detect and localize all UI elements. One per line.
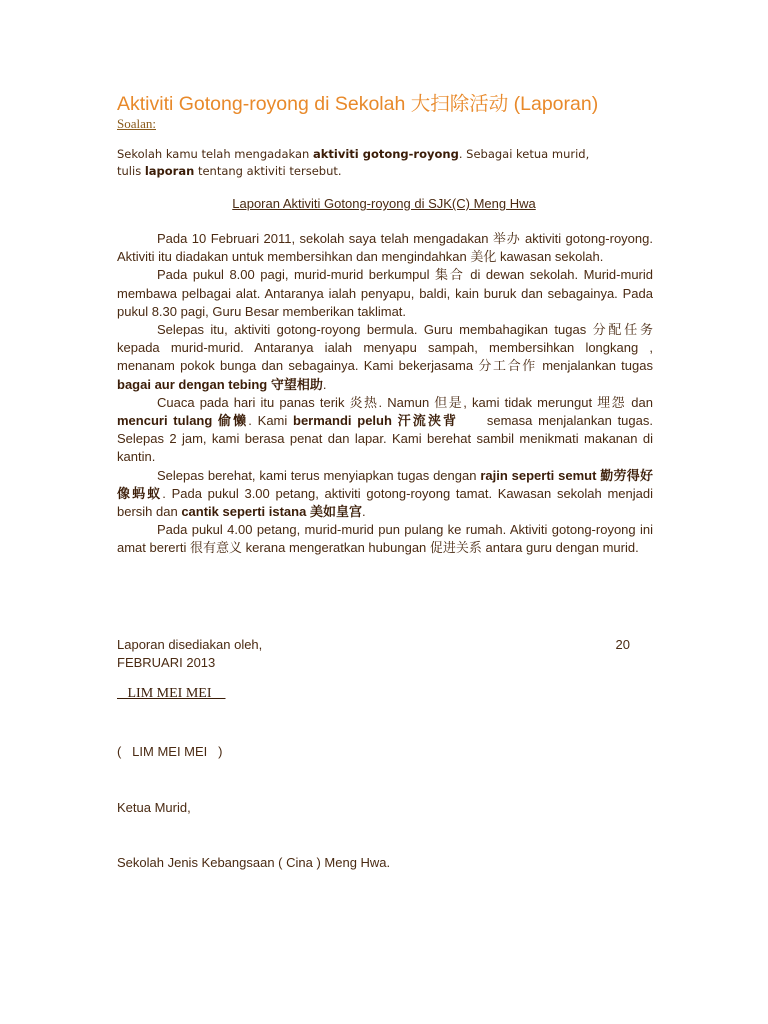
question-line1-text: Sekolah kamu telah mengadakan (117, 147, 313, 161)
paragraph-6: Pada pukul 4.00 petang, murid-murid pun pulang ke rumah. Aktiviti gotong-royong ini amat bererti 很有意义 kerana mengeratkan hubungan 促进关系 antara guru dengan murid. (117, 522, 653, 556)
paragraph-5-text: Selepas berehat, kami terus menyiapkan tugas dengan (157, 467, 481, 483)
report-heading-text: Laporan Aktiviti Gotong-royong di SJK(C) Meng Hwa (232, 196, 536, 211)
paragraph-4-end: semasa menjalankan tugas. Selepas 2 jam, kami berasa penat dan lapar. Kami berehat sambil menikmati makanan di kantin. (117, 413, 657, 465)
peribahasa-rajin-seperti-semut: rajin seperti semut 勤劳得好像蚂蚁 (117, 467, 653, 501)
paragraph-2: Pada pukul 8.00 pagi, murid-murid berkumpul 集合 di dewan sekolah. Murid-murid membawa pelbagai alat. Antaranya ialah penyapu, baldi, kain buruk dan sebagainya. Pada pukul 8.30 pagi, Guru Besar memberikan taklimat. (117, 267, 653, 319)
paragraph-5 (117, 467, 653, 522)
paragraph-4 (117, 394, 657, 467)
signature-school: Sekolah Jenis Kebangsaan ( Cina ) Meng Hwa. (117, 855, 391, 870)
peribahasa-cantik-seperti-istana: cantik seperti istana 美如皇宫 (181, 504, 362, 520)
paragraph-5-end: . (361, 504, 366, 520)
soalan-label: Soalan: (117, 116, 156, 131)
question-text (117, 146, 637, 180)
paragraph-4-mid: . Kami (248, 413, 294, 429)
paragraph-5-mid: . Pada pukul 3.00 petang, aktiviti gotong-royong tamat. Kawasan sekolah menjadi bersih dan (117, 485, 653, 520)
paragraph-4-text: Cuaca pada hari itu panas terik 炎热. Namun 但是, kami tidak merungut 埋怨 dan (157, 394, 653, 410)
question-line2-text: tulis (117, 164, 145, 178)
report-footer (117, 636, 637, 672)
report-date-day: 20 (615, 637, 630, 652)
paragraph-3-end: . (322, 376, 327, 392)
report-date-month-year: FEBRUARI 2013 (117, 655, 216, 670)
paragraph-3 (117, 321, 653, 394)
signature-name: LIM MEI MEI (117, 686, 226, 701)
question-keyword-gotong-royong: aktiviti gotong-royong (312, 147, 459, 161)
signature-name-bracketed: ( LIM MEI MEI ) (117, 744, 223, 759)
document-title: Aktiviti Gotong-royong di Sekolah 大扫除活动 (Laporan) (117, 93, 599, 115)
question-line2-end: tentang aktiviti tersebut. (194, 164, 342, 178)
question-line1-end: . Sebagai ketua murid, (458, 147, 590, 161)
paragraph-1: Pada 10 Februari 2011, sekolah saya telah mengadakan 举办 aktiviti gotong-royong. Aktiviti itu diadakan untuk membersihkan dan mengindahkan 美化 kawasan sekolah. (117, 231, 653, 265)
peribahasa-mencuri-tulang: mencuri tulang 偷懒 (117, 413, 249, 429)
peribahasa-bermandi-peluh: bermandi peluh 汗流浃背 (293, 413, 459, 429)
signature-position: Ketua Murid, (117, 799, 191, 815)
paragraph-3-text: Selepas itu, aktiviti gotong-royong bermula. Guru membahagikan tugas 分配任务 kepada murid-murid. Antaranya ialah menyapu sampah, membersihkan longkang , menanam pokok bunga dan sebagainya. Kami bekerjasama 分工合作 menjalankan tugas (117, 322, 653, 374)
question-keyword-laporan: laporan (144, 164, 195, 178)
peribahasa-bagai-aur: bagai aur dengan tebing 守望相助 (117, 376, 323, 392)
signature-block (117, 706, 390, 910)
report-body (117, 230, 657, 558)
prepared-by-label: Laporan disediakan oleh, (117, 637, 263, 652)
report-heading (0, 196, 768, 211)
